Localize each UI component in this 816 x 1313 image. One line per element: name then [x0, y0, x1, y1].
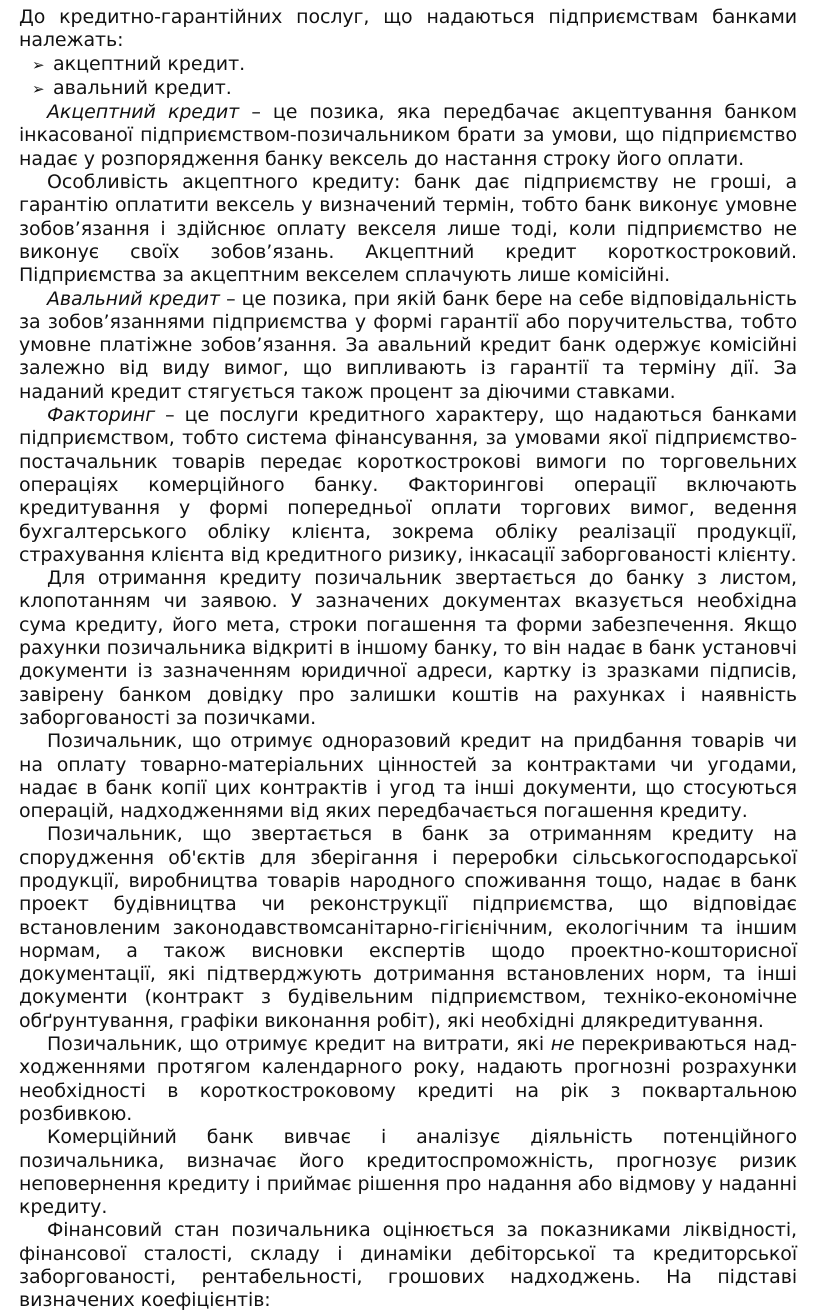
- factoring-definition: – це послуги кредитного характеру, що надаються банками підприємством, тобто система фінансування, за умовами якої підприємство-постачальник товарів передає короткострокові вимоги по торговельних операціях комерційного банку. Факторингові операції включають кредитування у формі попередньої оплати торгових вимог, ведення бухгалтерського обліку клієнта, зокрема обліку реалізації продукції, страхування клієнта від кредитного ризику, інкасації заборгованості клієнту.: [19, 404, 797, 566]
- application-paragraph: Для отримання кредиту позичальник звертається до банку з листом, клопотанням чи заявою. У зазначених документах вказується необхідна сума кредиту, його мета, строки погашення та форми забезпечення. Якщо рахунки позичальника відкриті в іншому банку, то він надає в банк установчі документи із зазначенням юридичної адреси, картку із зразками підписів, завірену банком довідку про залишки коштів на рахунках і наявність заборгованості за позичками.: [19, 567, 797, 729]
- list-item: [19, 53, 797, 77]
- acceptance-credit-paragraph: [19, 101, 797, 171]
- list-item-text: акцептний кредит.: [53, 52, 246, 75]
- factoring-term: Факторинг: [47, 404, 156, 427]
- arrow-bullet-icon: ➢: [32, 79, 45, 98]
- expenses-text-end: перекриваються надходженнями протягом календарного року, надають прогнозні розрахунки необхідності в короткостроковому кредиті на рік з поквартальною розбивкою.: [19, 1033, 797, 1125]
- acceptance-credit-definition: – це позика, яка передбачає акцептування банком інкасованої підприємством-позичальником брати за умови, що підприємство надає у розпорядження банку вексель до настання строку його оплати.: [19, 101, 797, 170]
- credit-types-list: [19, 53, 797, 102]
- list-item: [19, 77, 797, 101]
- factoring-paragraph: [19, 404, 797, 567]
- expenses-emphasis: не: [550, 1033, 575, 1056]
- expenses-text-start: Позичальник, що отримує кредит на витрати, які: [47, 1033, 551, 1056]
- intro-paragraph: До кредитно-гарантійних послуг, що надаються підприємствам банками належать:: [19, 6, 797, 52]
- acceptance-credit-term: Акцептний кредит: [47, 101, 240, 124]
- financial-state-paragraph: Фінансовий стан позичальника оцінюється за показниками ліквідності, фінансової сталості, складу і динаміки дебіторської та кредиторської заборгованості, рентабельності, грошових надходжень. На підставі визначених коефіцієнтів:: [19, 1219, 797, 1312]
- aval-credit-paragraph: [19, 288, 797, 404]
- arrow-bullet-icon: ➢: [32, 55, 45, 74]
- construction-credit-paragraph: Позичальник, що звертається в банк за отриманням кредиту на спорудження об'єктів для зберігання і переробки сільськогосподарської продукції, виробництва товарів народного споживання тощо, надає в банк проект будівництва чи реконструкції підприємства, що відповідає встановленим законодавствомсанітарно-гігієнічним, екологічним та іншим нормам, а також висновки експертів щодо проектно-кошторисної документації, які підтверджують дотримання встановлених норм, та інші документи (контракт з будівельним підприємством, техніко-економічне обґрунтування, графіки виконання робіт), які необхідні длякредитування.: [19, 823, 797, 1032]
- aval-credit-term: Авальний кредит: [47, 287, 220, 310]
- bank-analysis-paragraph: Комерційний банк вивчає і аналізує діяльність потенційного позичальника, визначає його кредитоспроможність, прогнозує ризик неповернення кредиту і приймає рішення про надання або відмову у наданні кредиту.: [19, 1126, 797, 1219]
- acceptance-feature-paragraph: Особливість акцептного кредиту: банк дає підприємству не гроші, а гарантію оплатити вексель у визначений термін, тобто банк виконує умовне зобов’язання і здійснює оплату векселя лише тоді, коли підприємство не виконує своїх зобов’язань. Акцептний кредит короткостроковий. Підприємства за акцептним векселем сплачують лише комісійні.: [19, 171, 797, 287]
- expenses-credit-paragraph: [19, 1033, 797, 1126]
- goods-credit-paragraph: Позичальник, що отримує одноразовий кредит на придбання товарів чи на оплату товарно-матеріальних цінностей за контрактами чи угодами, надає в банк копії цих контрактів і угод та інші документи, що стосуються операцій, надходженнями від яких передбачається погашення кредиту.: [19, 730, 797, 823]
- list-item-text: авальний кредит.: [53, 76, 232, 99]
- aval-credit-definition: – це позика, при якій банк бере на себе відповідальність за зобов’язаннями підприємства у формі гарантії або поручительства, тобто умовне платіжне зобов’язання. За авальний кредит банк одержує комісійні залежно від виду вимог, що випливають із гарантії та терміну дії. За наданий кредит стягується також процент за діючими ставками.: [19, 287, 797, 403]
